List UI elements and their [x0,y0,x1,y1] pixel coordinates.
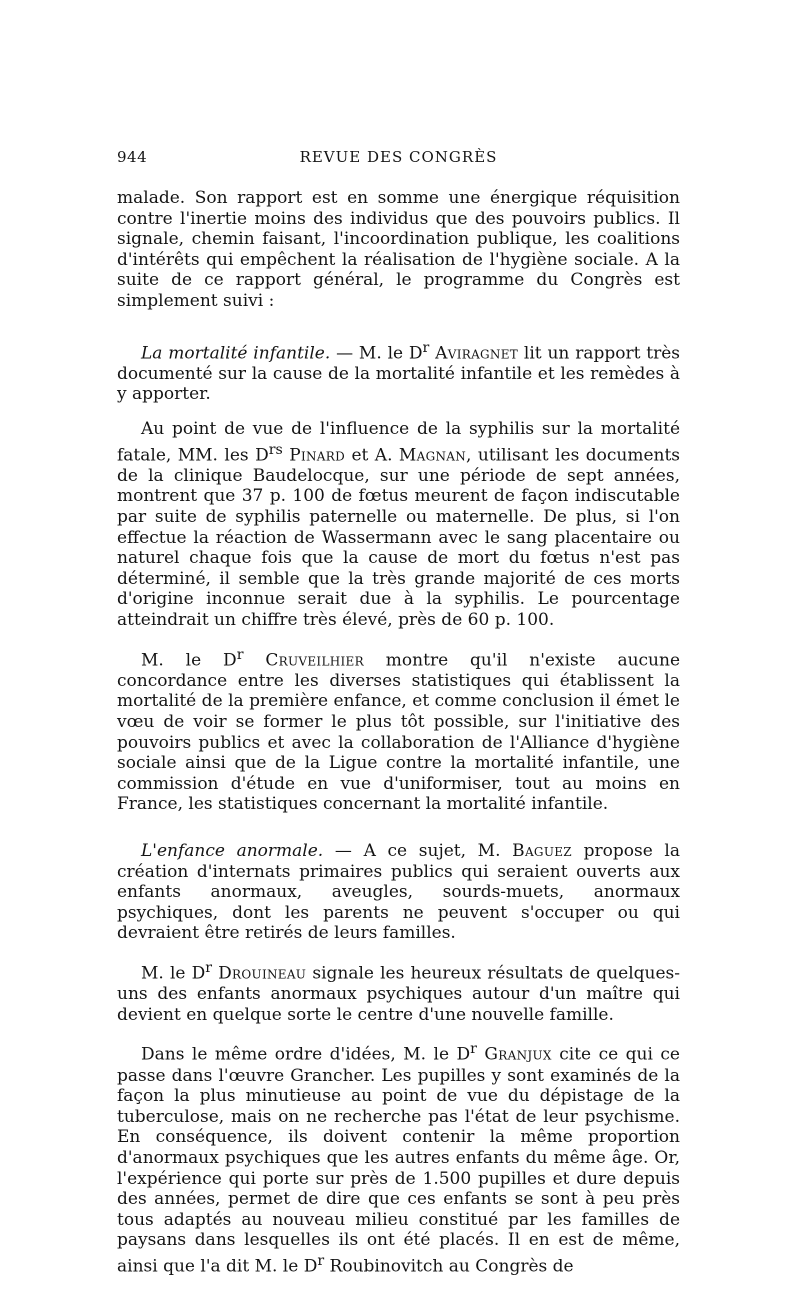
paragraph-syphilis: Au point de vue de l'influence de la syphilis sur la mortalité fatale, MM. les $D^{rs}$ Pinard et A. Magnan, utilisant les documents de la clinique Baudelocque, sur une période de sept années, montrent que 37 p. 100 de fœtus meurent de façon indiscutable par suite de syphilis paternelle ou maternelle. De plus, si l'on effectue la réaction de Wassermann avec le sang placentaire ou naturel chaque fois que la cause de mort du fœtus n'est pas déterminé, il semble que la très grande majorité de ces morts d'origine inconnue serait due à la syphilis. Le pourcentage atteindrait un chiffre très élevé, près de 60 p. 100. [117,419,681,630]
paragraph-continuation: malade. Son rapport est en somme une énergique réquisition contre l'inertie moins des individus que des pouvoirs publics. Il signale, chemin faisant, l'incoordination publique, les coalitions d'intérêts qui empêchent la réalisation de l'hygiène sociale. A la suite de ce rapport général, le programme du Congrès est simplement suivi : [117,188,680,311]
paragraph-mortalite-infantile: La mortalité infantile. — M. le $D^r$ Aviragnet lit un rapport très documenté sur la cause de la mortalité infantile et les remèdes à y apporter. [117,339,680,405]
author-name: Aviragnet [435,343,519,364]
page-header [117,148,680,172]
section-heading-mortalite-infantile: La mortalité infantile. [141,343,331,364]
author-name: Drouineau [218,963,307,984]
paragraph-cruveilhier: M. le $D^r$ Cruveilhier montre qu'il n'existe aucune concordance entre les diverses statistiques qui établissent la mortalité de la première enfance, et comme conclusion il émet le vœu de voir se former le plus tôt possible, sur l'initiative des pouvoirs publics et avec la collaboration de l'Alliance d'hygiène sociale ainsi que de la Ligue contre la mortalité infantile, une commission d'étude en vue d'uniformiser, tout au moins en France, les statistiques concernant la mortalité infantile. [117,646,681,815]
author-name: Magnan [398,445,467,466]
section-heading-enfance-anormale: L'enfance anormale. [141,841,324,861]
author-name: Baguez [512,841,572,861]
body-text [117,188,680,1277]
paragraph-granjux: Dans le même ordre d'idées, M. le $D^r$ Granjux cite ce qui ce passe dans l'œuvre Grancher. Les pupilles y sont examinés de la façon la plus minutieuse au point de vue du dépistage de la tuberculose, mais on ne recherche pas l'état de leur psychisme. En conséquence, ils doivent contenir la même proportion d'anormaux psychiques que les autres enfants du même âge. Or, l'expérience qui porte sur près de 1.500 pupilles et dure depuis des années, permet de dire que ces enfants se sont à peu près tous adaptés au nouveau milieu constitué par les familles de paysans dans lesquelles ils ont été placés. Il en est de même, ainsi que l'a dit M. le $D^r$ Roubinovitch au Congrès de [117,1041,680,1277]
paragraph-drouineau: M. le $D^r$ Drouineau signale les heureux résultats de quelques-uns des enfants anormaux psychiques autour d'un maître qui devient en quelque sorte le centre d'une nouvelle famille. [117,959,681,1025]
running-title: REVUE DES CONGRÈS [299,148,498,166]
paragraph-enfance-anormale: L'enfance anormale. — A ce sujet, M. Baguez propose la création d'internats primaires publics qui seraient ouverts aux enfants anormaux, aveugles, sourds-muets, anormaux psychiques, dont les parents ne peuvent s'occuper ou qui devraient être retirés de leurs familles. [117,841,681,944]
author-name: Cruveilhier [265,650,364,671]
author-name: Pinard [289,445,346,466]
page-number: 944 [117,148,148,166]
author-name: Granjux [484,1045,552,1066]
